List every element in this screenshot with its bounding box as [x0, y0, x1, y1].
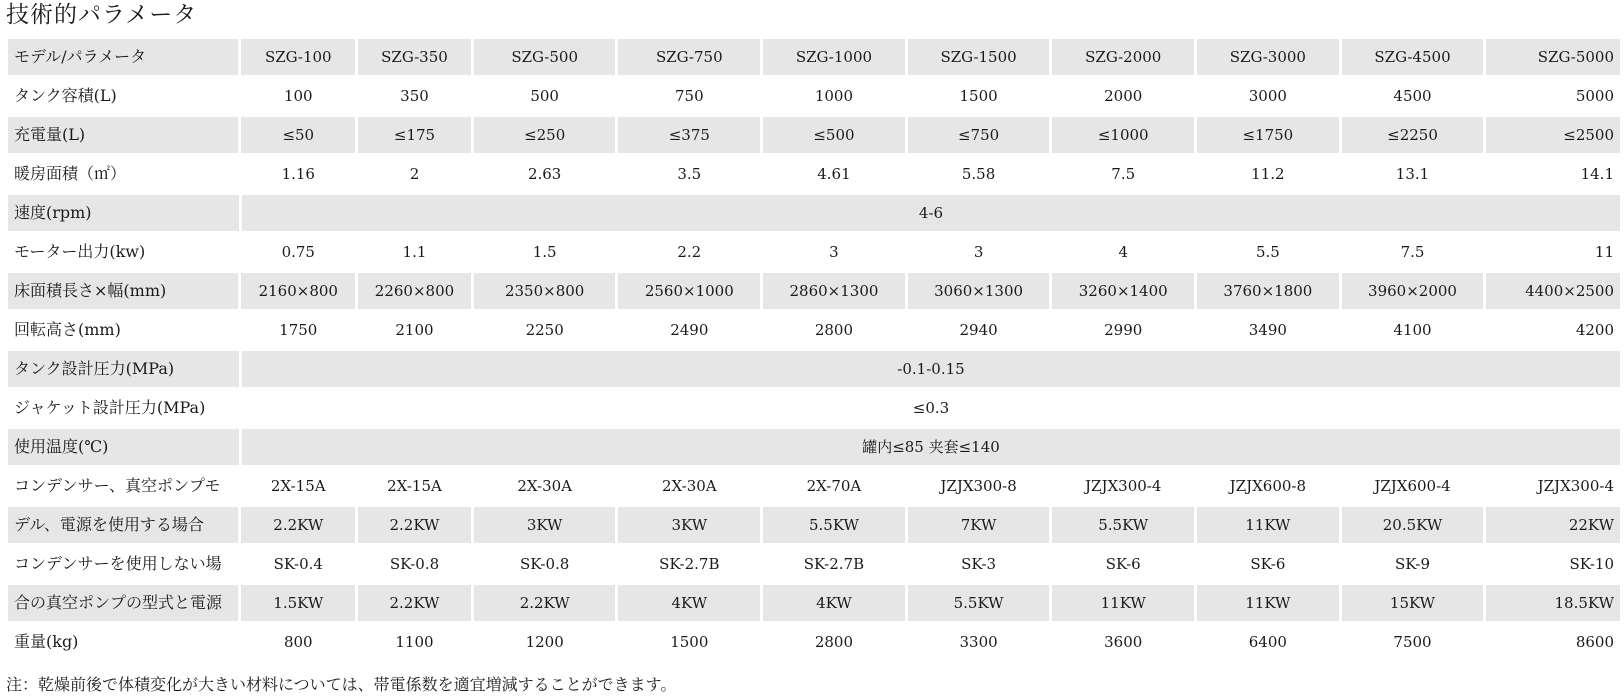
row-value: 2560×1000: [618, 270, 763, 309]
row-label: コンデンサー、真空ポンプモ: [8, 465, 241, 504]
row-value: SK-10: [1486, 543, 1620, 582]
row-value: SK-0.4: [241, 543, 358, 582]
row-span-value: 4-6: [242, 192, 1620, 231]
row-label: 暖房面積（㎡）: [8, 153, 241, 192]
table-row: [8, 231, 1620, 270]
table-body: [8, 75, 1620, 660]
row-value: 2940: [908, 309, 1053, 348]
table-header-row: [8, 36, 1620, 75]
table-row: [8, 153, 1620, 192]
row-value: ≤500: [763, 114, 908, 153]
row-value: ≤50: [241, 114, 358, 153]
row-value: 11.2: [1197, 153, 1342, 192]
row-value: 3.5: [618, 153, 763, 192]
row-value: 13.1: [1342, 153, 1487, 192]
row-value: 2350×800: [474, 270, 619, 309]
row-value: 7.5: [1052, 153, 1197, 192]
row-value: 1750: [241, 309, 358, 348]
row-value: 4KW: [763, 582, 908, 621]
row-value: 1100: [358, 621, 474, 660]
row-value: 2.2: [618, 231, 763, 270]
row-span-value: -0.1-0.15: [242, 348, 1620, 387]
row-value: SK-3: [908, 543, 1053, 582]
row-value: 22KW: [1486, 504, 1620, 543]
row-value: 2160×800: [241, 270, 358, 309]
row-label: 使用温度(℃): [8, 426, 242, 465]
table-row: [8, 465, 1620, 504]
row-value: SK-2.7B: [618, 543, 763, 582]
row-value: 3490: [1197, 309, 1342, 348]
row-label: 合の真空ポンプの型式と電源: [8, 582, 241, 621]
row-value: 7KW: [908, 504, 1053, 543]
row-label: タンク設計圧力(MPa): [8, 348, 242, 387]
row-value: 350: [358, 75, 474, 114]
row-value: SK-6: [1052, 543, 1197, 582]
row-value: 3300: [908, 621, 1053, 660]
row-value: 4400×2500: [1486, 270, 1620, 309]
table-row: [8, 387, 1620, 426]
table-row: [8, 309, 1620, 348]
row-label: 床面積長さ×幅(mm): [8, 270, 241, 309]
row-value: 2.2KW: [474, 582, 619, 621]
row-value: 5.5: [1197, 231, 1342, 270]
row-value: ≤1000: [1052, 114, 1197, 153]
table-row: [8, 543, 1620, 582]
row-label: 重量(kg): [8, 621, 241, 660]
row-value: JZJX300-4: [1052, 465, 1197, 504]
row-value: 4500: [1342, 75, 1487, 114]
row-value: SK-6: [1197, 543, 1342, 582]
row-value: 2260×800: [358, 270, 474, 309]
row-value: 2990: [1052, 309, 1197, 348]
row-value: 20.5KW: [1342, 504, 1487, 543]
row-value: 2800: [763, 309, 908, 348]
table-row: [8, 348, 1620, 387]
row-value: 1.1: [358, 231, 474, 270]
model-header: SZG-4500: [1342, 36, 1487, 75]
row-value: JZJX300-4: [1486, 465, 1620, 504]
row-value: JZJX300-8: [908, 465, 1053, 504]
row-label: ジャケット設計圧力(MPa): [8, 387, 242, 426]
row-value: 3060×1300: [908, 270, 1053, 309]
table-row: [8, 582, 1620, 621]
row-value: 11: [1486, 231, 1620, 270]
row-value: 2: [358, 153, 474, 192]
row-value: JZJX600-8: [1197, 465, 1342, 504]
row-value: 2250: [474, 309, 619, 348]
row-value: 3760×1800: [1197, 270, 1342, 309]
row-value: 3960×2000: [1342, 270, 1487, 309]
row-label: 回転高さ(mm): [8, 309, 241, 348]
row-value: ≤175: [358, 114, 474, 153]
model-header: SZG-5000: [1486, 36, 1620, 75]
row-value: SK-0.8: [474, 543, 619, 582]
row-value: 11KW: [1197, 582, 1342, 621]
row-value: 14.1: [1486, 153, 1620, 192]
row-value: 1500: [618, 621, 763, 660]
row-value: 1.16: [241, 153, 358, 192]
row-value: 0.75: [241, 231, 358, 270]
model-header: SZG-1000: [763, 36, 908, 75]
row-value: 11KW: [1052, 582, 1197, 621]
row-value: 3000: [1197, 75, 1342, 114]
row-value: 4100: [1342, 309, 1487, 348]
row-value: 4KW: [618, 582, 763, 621]
row-value: 2X-15A: [241, 465, 358, 504]
model-header: SZG-750: [618, 36, 763, 75]
table-row: [8, 270, 1620, 309]
row-label: 速度(rpm): [8, 192, 242, 231]
model-header: SZG-350: [358, 36, 474, 75]
row-label: コンデンサーを使用しない場: [8, 543, 241, 582]
row-value: 3: [763, 231, 908, 270]
model-header: SZG-3000: [1197, 36, 1342, 75]
row-span-value: 罐内≤85 夹套≤140: [242, 426, 1620, 465]
row-value: 2860×1300: [763, 270, 908, 309]
row-value: 3260×1400: [1052, 270, 1197, 309]
row-value: 1000: [763, 75, 908, 114]
row-value: 1200: [474, 621, 619, 660]
row-value: 3600: [1052, 621, 1197, 660]
row-value: 2.2KW: [241, 504, 358, 543]
row-value: 5.5KW: [1052, 504, 1197, 543]
row-label: モーター出力(kw): [8, 231, 241, 270]
row-value: 7.5: [1342, 231, 1487, 270]
model-header: SZG-2000: [1052, 36, 1197, 75]
row-label: デル、電源を使用する場合: [8, 504, 241, 543]
row-value: ≤2500: [1486, 114, 1620, 153]
row-value: 2X-70A: [763, 465, 908, 504]
row-value: 11KW: [1197, 504, 1342, 543]
row-value: 7500: [1342, 621, 1487, 660]
model-header: SZG-500: [474, 36, 619, 75]
row-value: 3: [908, 231, 1053, 270]
row-value: 18.5KW: [1486, 582, 1620, 621]
row-value: 15KW: [1342, 582, 1487, 621]
row-value: ≤250: [474, 114, 619, 153]
row-value: 100: [241, 75, 358, 114]
table-row: [8, 504, 1620, 543]
row-value: 1500: [908, 75, 1053, 114]
row-value: 8600: [1486, 621, 1620, 660]
row-value: 2.2KW: [358, 582, 474, 621]
row-value: 6400: [1197, 621, 1342, 660]
model-header: SZG-1500: [908, 36, 1053, 75]
row-value: 5.5KW: [908, 582, 1053, 621]
row-value: ≤750: [908, 114, 1053, 153]
row-value: SK-9: [1342, 543, 1487, 582]
row-value: ≤2250: [1342, 114, 1487, 153]
row-value: 5.58: [908, 153, 1053, 192]
row-value: 2X-15A: [358, 465, 474, 504]
page-title: 技術的パラメータ: [6, 2, 198, 28]
row-value: 1.5: [474, 231, 619, 270]
header-label: モデル/パラメータ: [8, 36, 241, 75]
row-value: 5.5KW: [763, 504, 908, 543]
row-value: ≤375: [618, 114, 763, 153]
spec-table: [8, 36, 1620, 660]
row-value: SK-0.8: [358, 543, 474, 582]
table-row: [8, 426, 1620, 465]
row-value: 2.2KW: [358, 504, 474, 543]
row-value: 2490: [618, 309, 763, 348]
row-span-value: ≤0.3: [242, 387, 1620, 426]
model-header: SZG-100: [241, 36, 358, 75]
row-value: 2000: [1052, 75, 1197, 114]
row-value: 750: [618, 75, 763, 114]
row-value: 500: [474, 75, 619, 114]
row-value: ≤1750: [1197, 114, 1342, 153]
row-value: 4200: [1486, 309, 1620, 348]
row-value: 3KW: [474, 504, 619, 543]
table-row: [8, 621, 1620, 660]
table-row: [8, 114, 1620, 153]
row-label: タンク容積(L): [8, 75, 241, 114]
row-value: 2100: [358, 309, 474, 348]
row-label: 充電量(L): [8, 114, 241, 153]
footnote: 注：乾燥前後で体積変化が大きい材料については、帯電係数を適宜増減することができます。: [6, 675, 677, 694]
row-value: 800: [241, 621, 358, 660]
row-value: 4.61: [763, 153, 908, 192]
row-value: 2X-30A: [618, 465, 763, 504]
row-value: 2.63: [474, 153, 619, 192]
row-value: 1.5KW: [241, 582, 358, 621]
row-value: 5000: [1486, 75, 1620, 114]
table-row: [8, 75, 1620, 114]
row-value: JZJX600-4: [1342, 465, 1487, 504]
row-value: 2800: [763, 621, 908, 660]
row-value: 2X-30A: [474, 465, 619, 504]
row-value: 4: [1052, 231, 1197, 270]
row-value: SK-2.7B: [763, 543, 908, 582]
table-row: [8, 192, 1620, 231]
row-value: 3KW: [618, 504, 763, 543]
